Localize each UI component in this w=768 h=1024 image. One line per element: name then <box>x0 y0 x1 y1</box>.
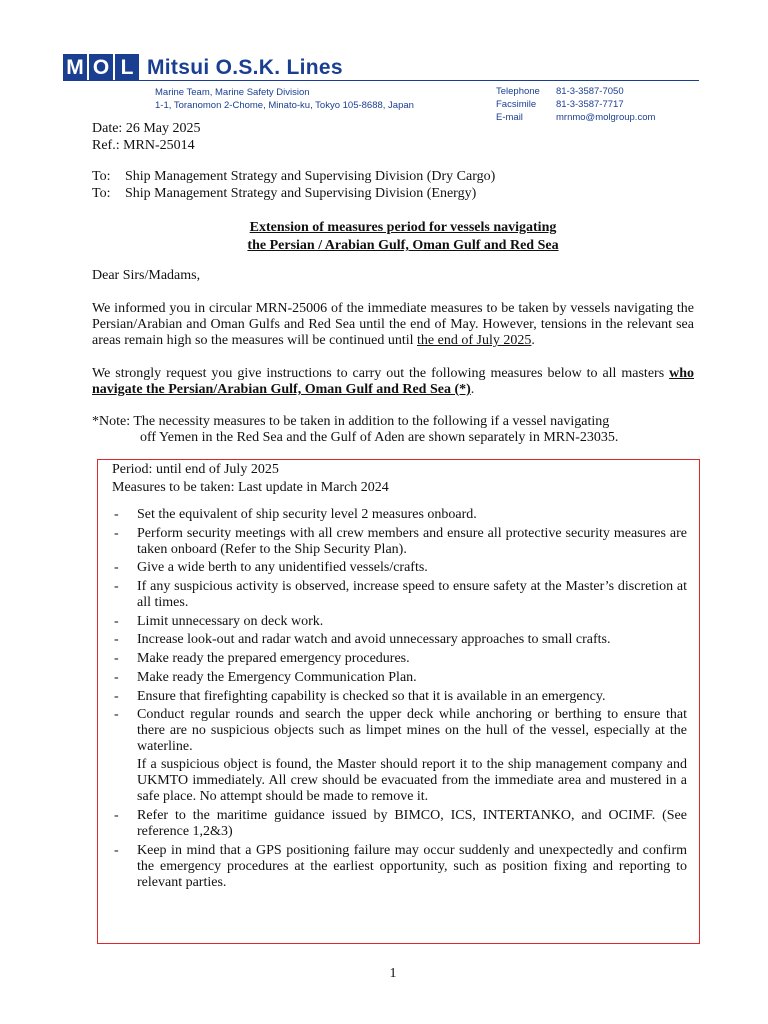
measure-item <box>112 843 687 891</box>
bullet-dash: - <box>114 579 119 595</box>
paragraph-extension-end: . <box>531 333 535 348</box>
measure-text: Keep in mind that a GPS positioning failure may occur suddenly and unexpectedly and confirm the emergency procedures at the earliest opportunity, such as position fixing and reporting to relevant parties. <box>137 842 687 890</box>
document-date: Date: 26 May 2025 <box>92 121 201 136</box>
measure-text: Ensure that firefighting capability is checked so that it is available in an emergency. <box>137 688 606 704</box>
bullet-dash: - <box>114 842 119 858</box>
measure-text: Limit unnecessary on deck work. <box>137 613 324 629</box>
page-number: 1 <box>389 966 397 981</box>
measure-text: Give a wide berth to any unidentified vessels/crafts. <box>137 560 428 576</box>
paragraph-extension-text: We informed you in circular MRN-25006 of the immediate measures to be taken by vessels navigating the Persian/Arabian and Oman Gulfs and Red Sea until the end of May. However, tensions in the relevant sea areas remain high so the measures will be continued until <box>92 301 694 348</box>
recipient-energy <box>92 186 495 203</box>
measure-item <box>112 707 687 805</box>
document-meta <box>92 121 200 154</box>
logo-letter-l: L <box>115 54 139 81</box>
measure-item <box>112 526 687 558</box>
measures-box-header <box>112 461 389 497</box>
bullet-dash: - <box>114 688 119 704</box>
bullet-dash: - <box>114 507 119 522</box>
facsimile-label: Facsimile <box>496 99 537 110</box>
measure-item <box>112 689 687 705</box>
measures-heading: Measures to be taken: Last update in March 2024 <box>112 480 389 495</box>
note-line-2: off Yemen in the Red Sea and the Gulf of Aden are shown separately in MRN-23035. <box>140 430 619 445</box>
measures-list <box>112 507 687 893</box>
measure-item <box>112 560 687 576</box>
header-address: 1-1, Toranomon 2-Chome, Minato-ku, Tokyo 105-8688, Japan <box>155 100 414 111</box>
paragraph-request-text: We strongly request you give instructions to carry out the following measures below to all masters <box>92 366 670 381</box>
bullet-dash: - <box>114 560 119 576</box>
measure-text: Set the equivalent of ship security level 2 measures onboard. <box>137 507 477 522</box>
bullet-dash: - <box>114 669 119 685</box>
bullet-dash: - <box>114 632 119 648</box>
title-line-1: Extension of measures period for vessels navigating <box>249 220 557 235</box>
measure-text: Make ready the prepared emergency procedures. <box>137 651 410 667</box>
facsimile-row <box>496 98 655 111</box>
paragraph-extension <box>92 301 694 349</box>
period-text: Period: until end of July 2025 <box>112 462 279 477</box>
logo-letter-m: M <box>63 54 87 81</box>
recipient-dry-cargo <box>92 169 495 186</box>
recipient-label: To: <box>92 185 111 201</box>
header-contact-block <box>496 85 655 124</box>
document-title <box>180 219 626 255</box>
measure-text: Increase look-out and radar watch and avoid unnecessary approaches to small crafts. <box>137 632 611 648</box>
paragraph-request-end: . <box>470 382 475 397</box>
document-ref: Ref.: MRN-25014 <box>92 137 195 153</box>
measure-item <box>112 507 687 523</box>
salutation: Dear Sirs/Madams, <box>92 268 201 283</box>
facsimile-value: 81-3-3587-7717 <box>556 99 624 110</box>
paragraph-request <box>92 366 694 398</box>
bullet-dash: - <box>114 525 119 541</box>
email-label: E-mail <box>496 112 523 123</box>
measure-text: Refer to the maritime guidance issued by BIMCO, ICS, INTERTANKO, and OCIMF. (See reference 1,2&3) <box>137 807 687 839</box>
measure-item <box>112 614 687 630</box>
email-row <box>496 111 655 124</box>
measure-continuation: If a suspicious object is found, the Master should report it to the ship management company and UKMTO immediately. All crew should be evacuated from the immediate area and mustered in a safe place. No attempt should be made to remove it. <box>137 757 687 805</box>
measure-text: If any suspicious activity is observed, increase speed to ensure safety at the Master’s discretion at all times. <box>137 579 687 611</box>
recipients <box>92 169 495 202</box>
measure-item <box>112 670 687 686</box>
measure-item <box>112 579 687 611</box>
header-address-block <box>155 86 414 112</box>
recipient-name: Ship Management Strategy and Supervising Division (Energy) <box>125 185 477 201</box>
bullet-dash: - <box>114 807 119 823</box>
measure-text: Conduct regular rounds and search the upper deck while anchoring or berthing to ensure that there are no suspicious objects such as limpet mines on the hull of the vessel, especially at the waterline. <box>137 707 687 755</box>
recipient-name: Ship Management Strategy and Supervising Division (Dry Cargo) <box>125 169 496 184</box>
extension-end-date: the end of July 2025 <box>417 333 532 348</box>
recipient-label: To: <box>92 169 111 184</box>
title-line-2: the Persian / Arabian Gulf, Oman Gulf and Red Sea <box>247 238 559 253</box>
company-logo <box>63 53 343 82</box>
measure-text: Make ready the Emergency Communication Plan. <box>137 669 417 685</box>
note <box>92 414 697 446</box>
header-rule <box>63 80 699 81</box>
header-department: Marine Team, Marine Safety Division <box>155 87 310 98</box>
logo-company-name: Mitsui O.S.K. Lines <box>147 55 343 79</box>
target-vessels-emphasis: who navigate the Persian/Arabian Gulf, Oman Gulf and Red Sea (*) <box>92 366 694 397</box>
logo-letter-o: O <box>89 54 113 81</box>
telephone-label: Telephone <box>496 86 540 97</box>
telephone-value: 81-3-3587-7050 <box>556 86 624 97</box>
bullet-dash: - <box>114 707 119 723</box>
measure-item <box>112 808 687 840</box>
note-line-1: *Note: The necessity measures to be taken in addition to the following if a vessel navigating <box>92 414 610 429</box>
measure-item <box>112 632 687 648</box>
measure-text: Perform security meetings with all crew members and ensure all protective security measures are taken onboard (Refer to the Ship Security Plan). <box>137 525 687 557</box>
bullet-dash: - <box>114 613 119 629</box>
email-link[interactable]: mrnmo@molgroup.com <box>556 112 656 123</box>
bullet-dash: - <box>114 651 119 667</box>
measure-item <box>112 651 687 667</box>
telephone-row <box>496 85 655 98</box>
